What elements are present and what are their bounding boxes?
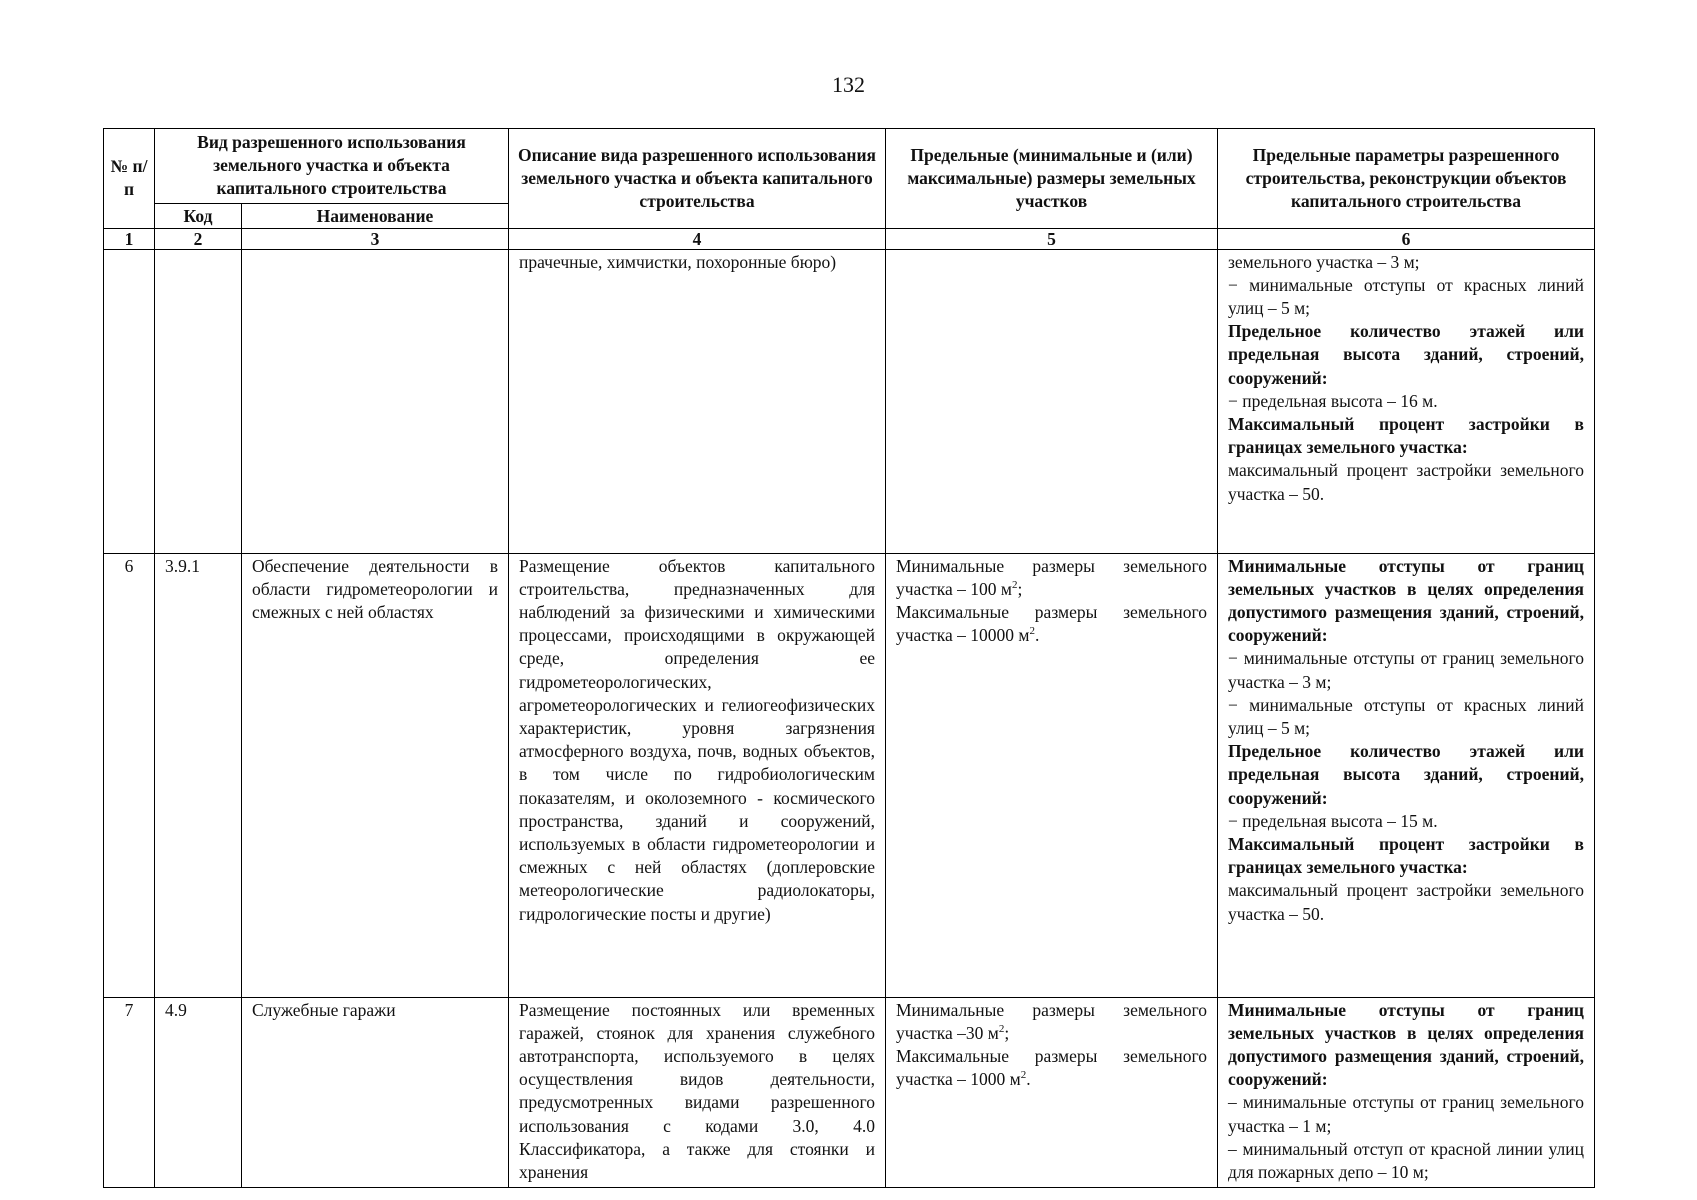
table-row xyxy=(104,249,1595,553)
column-number: 3 xyxy=(242,228,509,249)
column-numbers-row xyxy=(104,228,1595,249)
row-name: Обеспечение деятельности в области гидрометеорологии и смежных с ней областях xyxy=(242,553,509,997)
row-code: 3.9.1 xyxy=(155,553,242,997)
param-line: земельного участка – 3 м; xyxy=(1228,251,1420,272)
land-use-table xyxy=(103,128,1595,1188)
param-line: − минимальные отступы от границ земельного участка – 3 м; xyxy=(1228,648,1584,692)
param-heading: Предельное количество этажей или предельная высота зданий, строений, сооружений: xyxy=(1228,321,1584,388)
column-number: 5 xyxy=(886,228,1218,249)
row-num: 7 xyxy=(104,997,155,1187)
column-number: 6 xyxy=(1218,228,1595,249)
row-sizes xyxy=(886,249,1218,553)
row-description: Размещение объектов капитального строительства, предназначенных для наблюдений за физическими и химическими процессами, происходящими в окружающей среде, определения ее гидрометеорологических, агрометеорологических и гелиогеофизических характеристик, уровня загрязнения атмосферного воздуха, почв, водных объектов, в том числе по гидробиологическим показателям, и околоземного - космического пространства, зданий и сооружений, используемых в области гидрометеорологии и смежных с ней областях (доплеровские метеорологические радиолокаторы, гидрологические посты и другие) xyxy=(509,553,886,997)
row-num: 6 xyxy=(104,553,155,997)
size-min: Минимальные размеры земельного участка – 100 м xyxy=(896,555,1207,599)
table-row xyxy=(104,553,1595,997)
header-name: Наименование xyxy=(242,203,509,228)
row-sizes: Минимальные размеры земельного участка –30 $м^2$; Максимальные размеры земельного участка – 1000 $м^2$. xyxy=(886,997,1218,1187)
row-sizes: Минимальные размеры земельного участка – 100 $м^2$; Максимальные размеры земельного участка – 10000 $м^2$. xyxy=(886,553,1218,997)
param-line: – минимальный отступ от красной линии улиц для пожарных депо – 10 м; xyxy=(1228,1138,1584,1183)
row-description: Размещение постоянных или временных гаражей, стоянок для хранения служебного автотранспорта, используемого в целях осуществления видов деятельности, предусмотренных видами разрешенного использования с кодами 3.0, 4.0 Классификатора, а также для стоянки и хранения xyxy=(509,997,886,1187)
param-line: – минимальные отступы от границ земельного участка – 1 м; xyxy=(1228,1092,1584,1136)
size-max: Максимальные размеры земельного участка – 1000 м xyxy=(896,1046,1207,1090)
header-description: Описание вида разрешенного использования земельного участка и объекта капитального строительства xyxy=(509,129,886,229)
param-line: − предельная высота – 16 м. xyxy=(1228,390,1438,411)
row-params xyxy=(1218,249,1595,553)
size-max: Максимальные размеры земельного участка – 10000 м xyxy=(896,602,1207,646)
row-code: 4.9 xyxy=(155,997,242,1187)
row-description: прачечные, химчистки, похоронные бюро) xyxy=(509,249,886,553)
header-num: № п/п xyxy=(104,129,155,229)
table-row xyxy=(104,997,1595,1187)
header-sizes: Предельные (минимальные и (или) максимальные) размеры земельных участков xyxy=(886,129,1218,229)
param-heading: Максимальный процент застройки в границах земельного участка: xyxy=(1228,414,1584,458)
param-line: − минимальные отступы от красных линий улиц – 5 м; xyxy=(1228,274,1584,319)
param-line: максимальный процент застройки земельного участка – 50. xyxy=(1228,460,1584,504)
header-params: Предельные параметры разрешенного строительства, реконструкции объектов капитального строительства xyxy=(1218,129,1595,229)
header-kind: Вид разрешенного использования земельного участка и объекта капитального строительства xyxy=(155,129,509,204)
page-number: 132 xyxy=(832,72,865,97)
row-params xyxy=(1218,553,1595,997)
row-params xyxy=(1218,997,1595,1187)
column-number: 4 xyxy=(509,228,886,249)
size-min: Минимальные размеры земельного участка –30 м xyxy=(896,999,1207,1043)
column-number: 1 xyxy=(104,228,155,249)
param-heading: Максимальный процент застройки в границах земельного участка: xyxy=(1228,834,1584,878)
column-number: 2 xyxy=(155,228,242,249)
row-num xyxy=(104,249,155,553)
param-heading: Минимальные отступы от границ земельных участков в целях определения допустимого размещения зданий, строений, сооружений: xyxy=(1228,555,1584,646)
row-name: Служебные гаражи xyxy=(242,997,509,1187)
param-line: максимальный процент застройки земельного участка – 50. xyxy=(1228,880,1584,924)
row-code xyxy=(155,249,242,553)
param-line: − минимальные отступы от красных линий улиц – 5 м; xyxy=(1228,694,1584,739)
header-code: Код xyxy=(155,203,242,228)
param-heading: Предельное количество этажей или предельная высота зданий, строений, сооружений: xyxy=(1228,741,1584,808)
row-name xyxy=(242,249,509,553)
param-heading: Минимальные отступы от границ земельных участков в целях определения допустимого размещения зданий, строений, сооружений: xyxy=(1228,999,1584,1090)
param-line: − предельная высота – 15 м. xyxy=(1228,810,1438,831)
